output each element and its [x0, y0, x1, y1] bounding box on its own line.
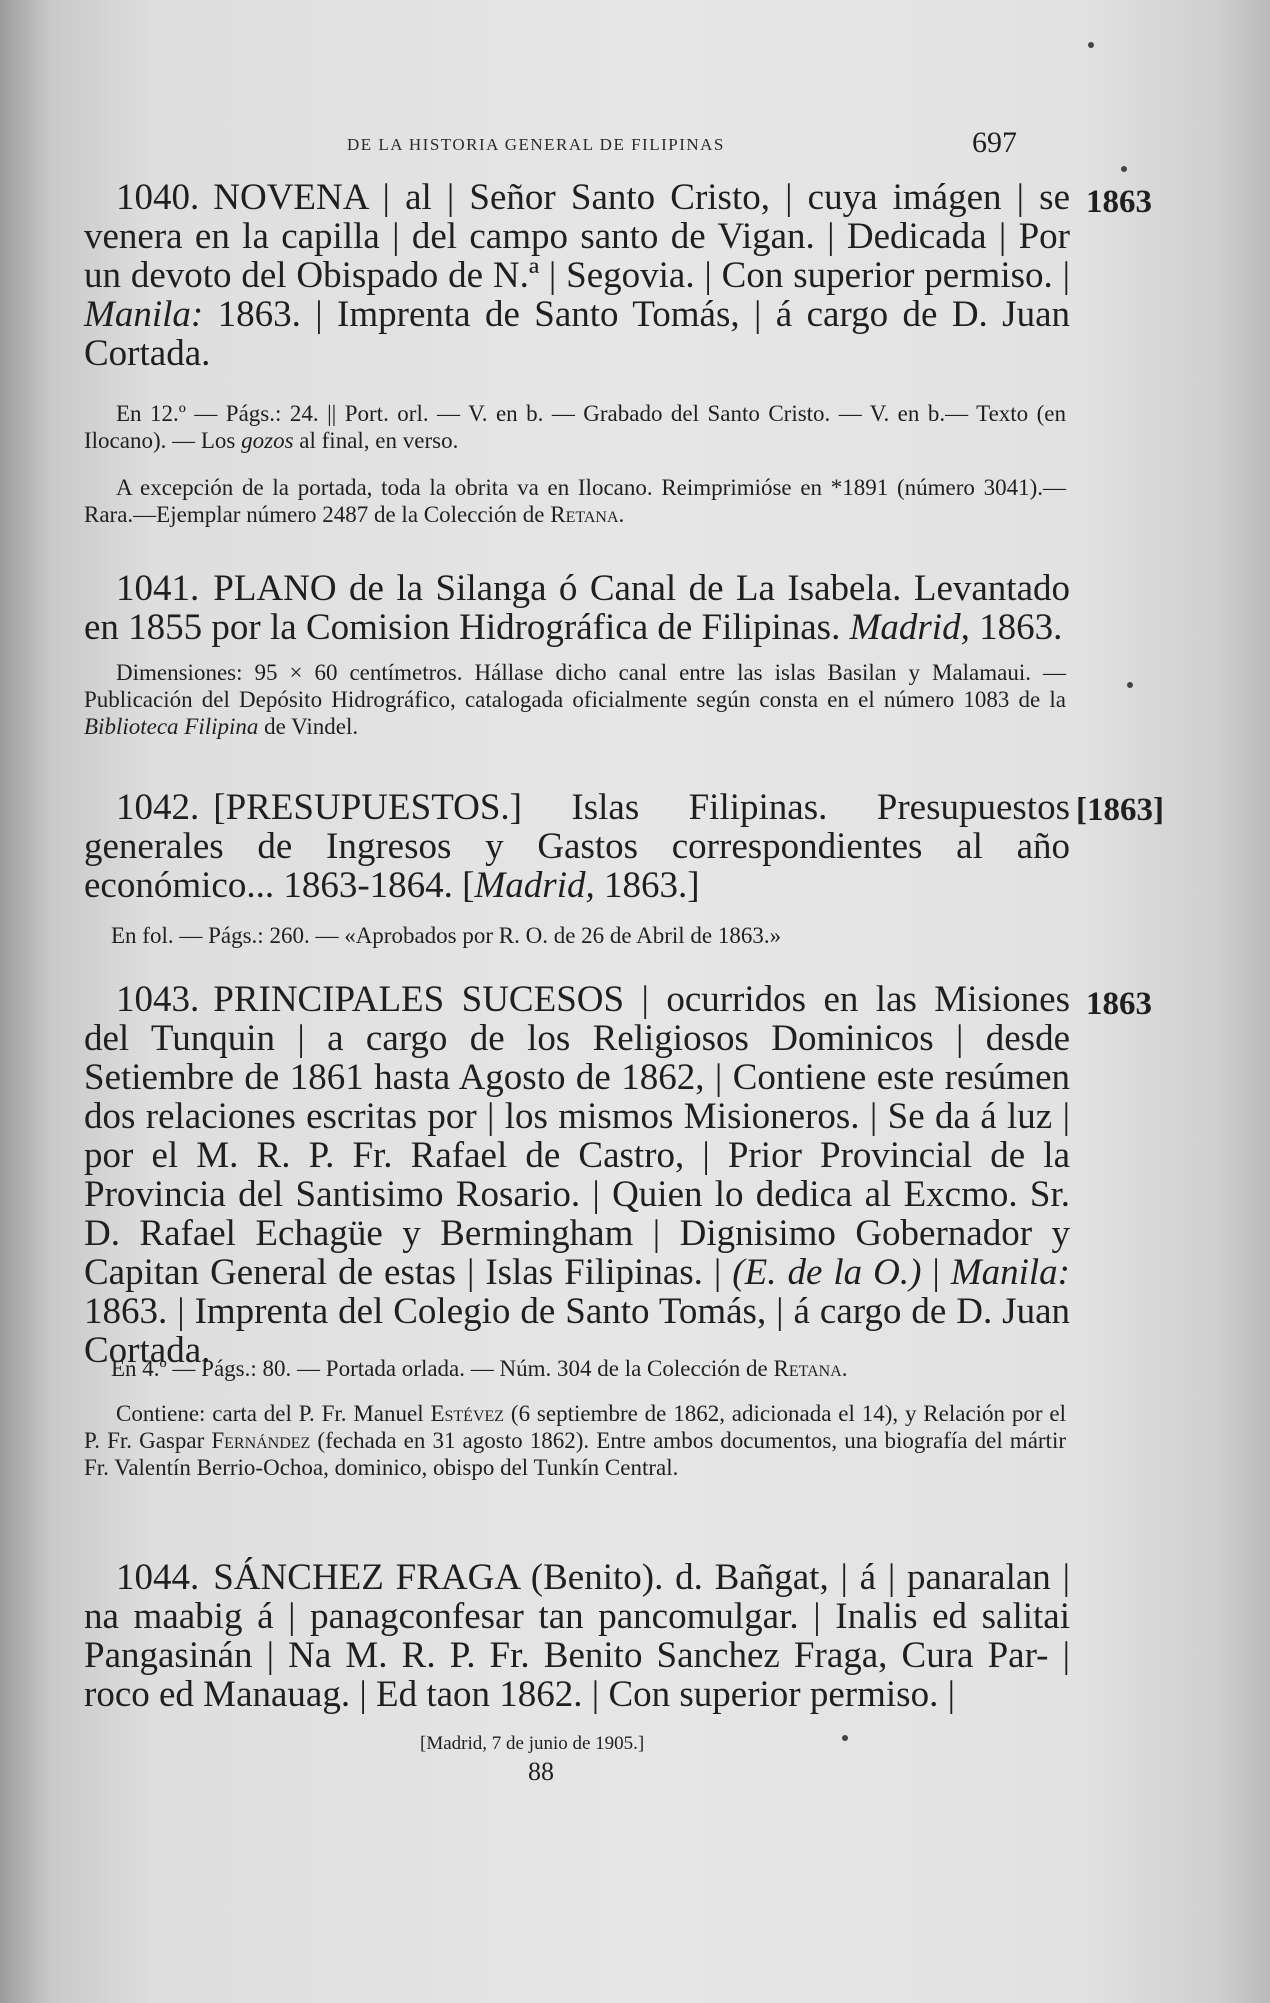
entry-year: 1863	[1086, 986, 1152, 1022]
note-italic: gozos	[241, 428, 294, 453]
note-smallcaps: Retana	[773, 1356, 842, 1381]
entry-note	[111, 1355, 1063, 1382]
note-text: al final, en verso.	[293, 428, 459, 453]
note-text: (6 septiembre de 1862, adicionada el 14), y Relación por el P. Fr. Gaspar	[84, 1401, 1066, 1453]
entry-number: 1043.	[116, 979, 200, 1020]
entry-place: Madrid,	[849, 607, 970, 648]
entry-note: En fol. — Págs.: 260. — «Aprobados por R. O. de 26 de Abril de 1863.»	[111, 923, 782, 948]
entry-number: 1040.	[116, 177, 200, 218]
running-header: DE LA HISTORIA GENERAL DE FILIPINAS	[347, 135, 725, 154]
printing-date: [Madrid, 7 de junio de 1905.]	[420, 1733, 645, 1754]
entry-1040	[84, 178, 1070, 373]
scan-speck	[1088, 42, 1094, 48]
entry-1042	[84, 788, 1070, 905]
entry-note	[84, 659, 1066, 740]
entry-text: PLANO de la Silanga ó Canal de La Isabela. Levantado en 1855 por la Comision Hidrográfica de Filipinas.	[84, 568, 1070, 648]
note-italic: Biblioteca Filipina	[84, 714, 259, 739]
entry-text: NOVENA | al | Señor Santo Cristo, | cuya imágen | se venera en la capilla | del campo santo de Vigan. | Dedicada | Por un devoto del Obispado de N.ª | Segovia. | Con superior permiso. |	[84, 177, 1070, 296]
entry-place: Madrid,	[474, 865, 595, 906]
entry-separator: |	[921, 1252, 951, 1293]
signature-mark: 88	[528, 1757, 554, 1786]
note-text: de Vindel.	[258, 714, 359, 739]
note-text: .	[841, 1356, 848, 1381]
entry-place: Manila:	[950, 1252, 1070, 1293]
entry-number: 1041.	[116, 568, 200, 609]
scan-speck	[842, 1735, 848, 1741]
note-text: Contiene: carta del P. Fr. Manuel	[116, 1401, 431, 1426]
scan-speck	[1127, 682, 1133, 688]
page-number: 697	[972, 126, 1017, 159]
entry-year: [1863]	[1076, 792, 1164, 828]
entry-text-cont: 1863.	[969, 607, 1063, 648]
note-text: (fechada en 31 agosto 1862). Entre ambos documentos, una biografía del mártir Fr. Valentín Berrio-Ochoa, dominico, obispo del Tunkín Central.	[84, 1428, 1066, 1480]
entry-1044	[84, 1558, 1070, 1714]
note-smallcaps: Fernández	[211, 1428, 311, 1453]
entry-text-cont: 1863. | Imprenta del Colegio de Santo Tomás, | á cargo de D. Juan Cortada.	[84, 1291, 1070, 1371]
note-text: En 12.º — Págs.: 24. || Port. orl. — V. en b. — Grabado del Santo Cristo. — V. en b.— Texto (en Ilocano). — Los	[84, 401, 1066, 453]
note-text: A excepción de la portada, toda la obrita va en Ilocano. Reimprimióse en *1891 (número 3041).—Rara.—Ejemplar número 2487 de la Colección de	[84, 475, 1066, 527]
entry-text: PRINCIPALES SUCESOS | ocurridos en las Misiones del Tunquin | a cargo de los Religiosos Dominicos | desde Setiembre de 1861 hasta Agosto de 1862, | Contiene este resúmen dos relaciones escritas por | los mismos Misioneros. | Se da á luz | por el M. R. P. Fr. Rafael de Castro, | Prior Provincial de la Provincia del Santisimo Rosario. | Quien lo dedica al Excmo. Sr. D. Rafael Echagüe y Bermingham | Dignisimo Gobernador y Capitan General de estas | Islas Filipinas. |	[84, 979, 1070, 1293]
note-smallcaps: Estévez	[430, 1401, 505, 1426]
entry-number: 1044.	[116, 1557, 200, 1598]
entry-place: Manila:	[84, 294, 204, 335]
entry-year: 1863	[1086, 184, 1152, 220]
entry-text: [PRESUPUESTOS.] Islas Filipinas. Presupuestos generales de Ingresos y Gastos correspondientes al año económico... 1863-1864. [	[84, 787, 1070, 906]
note-text: .	[618, 502, 625, 527]
entry-1041	[84, 569, 1070, 647]
entry-italic: (E. de la O.)	[732, 1252, 922, 1293]
entry-text: SÁNCHEZ FRAGA (Benito). d. Bañgat, | á | panaralan | na maabig á | panagconfesar tan pancomulgar. | Inalis ed salitai Pangasinán | Na M. R. P. Fr. Benito Sanchez Fraga, Cura Par- | roco ed Manauag. | Ed taon 1862. | Con superior permiso. |	[84, 1557, 1070, 1715]
entry-note	[84, 1400, 1066, 1481]
note-text: En 4.º — Págs.: 80. — Portada orlada. — Núm. 304 de la Colección de	[111, 1356, 774, 1381]
entry-note	[84, 400, 1066, 454]
scan-speck	[1121, 166, 1127, 172]
note-text: Dimensiones: 95 × 60 centímetros. Hállase dicho canal entre las islas Basilan y Malamaui. — Publicación del Depósito Hidrográfico, catalogada oficialmente según consta en el número 1083 de la	[84, 660, 1066, 712]
entry-text-cont: 1863.]	[594, 865, 700, 906]
entry-text-cont: 1863. | Imprenta de Santo Tomás, | á cargo de D. Juan Cortada.	[84, 294, 1070, 374]
entry-note	[84, 474, 1066, 528]
note-smallcaps: Retana	[550, 502, 619, 527]
entry-number: 1042.	[116, 787, 200, 828]
entry-1043	[84, 980, 1070, 1370]
